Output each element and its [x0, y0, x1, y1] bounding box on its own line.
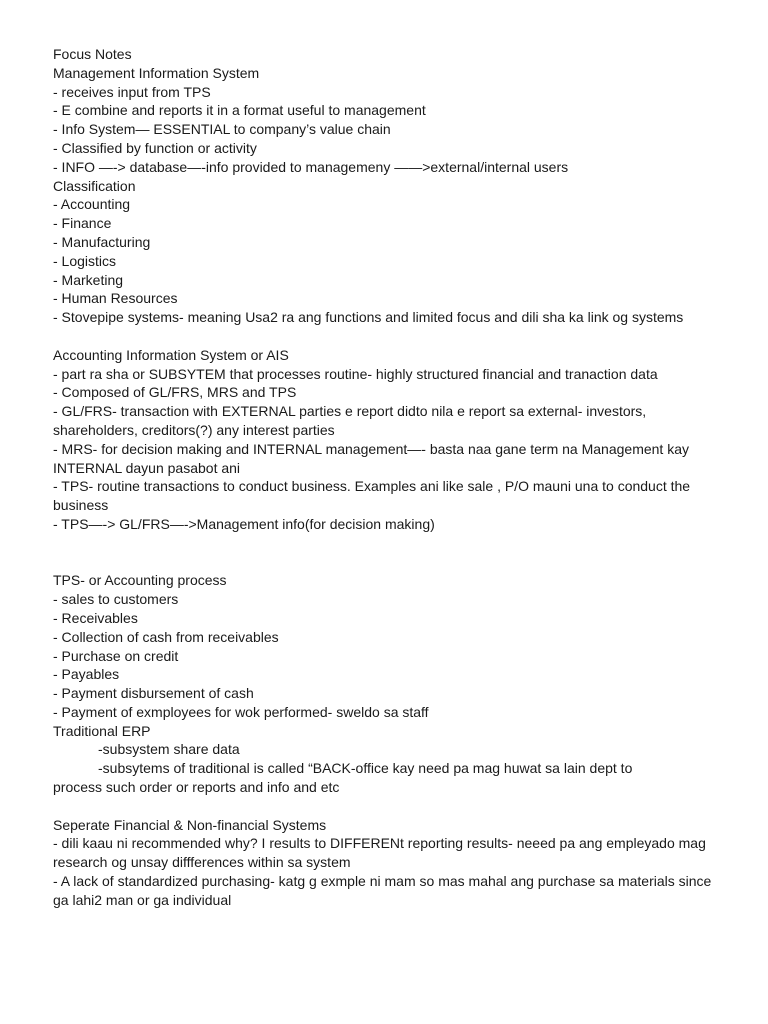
section-heading-mis: Management Information System	[53, 64, 260, 81]
classification-heading: Classification	[53, 177, 136, 194]
ais-item: - part ra sha or SUBSYTEM that processes routine- highly structured financial and tranaction data	[53, 365, 658, 382]
section-heading-separate: Seperate Financial & Non-financial Systems	[53, 816, 327, 833]
spacer	[53, 327, 723, 346]
ais-item: - TPS—-> GL/FRS—->Management info(for decision making)	[53, 515, 435, 532]
tps-item: - sales to customers	[53, 591, 179, 608]
classification-item: - Stovepipe systems- meaning Usa2 ra ang functions and limited focus and dili sha ka link og systems	[53, 309, 684, 326]
mis-item: - E combine and reports it in a format useful to management	[53, 102, 426, 119]
separate-item: - dili kaau ni recommended why? I results to DIFFERENt reporting results- neeed pa ang empleyado mag research og unsay diffferences within sa system	[53, 835, 710, 871]
spacer	[53, 797, 723, 816]
classification-item: - Finance	[53, 215, 112, 232]
ais-item: - TPS- routine transactions to conduct business. Examples ani like sale , P/O mauni una to conduct the business	[53, 478, 694, 514]
document-title: Focus Notes	[53, 46, 132, 62]
classification-item: - Manufacturing	[53, 233, 151, 250]
ais-item: - Composed of GL/FRS, MRS and TPS	[53, 384, 297, 401]
mis-item: - INFO —-> database—-info provided to managemeny ——>external/internal users	[53, 158, 569, 175]
classification-item: - Logistics	[53, 252, 117, 269]
mis-item: - Info System— ESSENTIAL to company’s value chain	[53, 121, 391, 138]
tps-item: - Receivables	[53, 609, 138, 626]
mis-item: - receives input from TPS	[53, 83, 211, 100]
classification-item: - Human Resources	[53, 290, 178, 307]
spacer	[53, 534, 723, 572]
classification-item: - Accounting	[53, 196, 131, 213]
separate-item: - A lack of standardized purchasing- katg g exmple ni mam so mas mahal ang purchase sa materials since ga lahi2 man or ga individual	[53, 873, 716, 908]
erp-item: -subsystem share data	[98, 741, 240, 758]
tps-item: - Payment of exmployees for wok performed- sweldo sa staff	[53, 703, 429, 720]
classification-item: - Marketing	[53, 271, 124, 288]
ais-item: - MRS- for decision making and INTERNAL management—- basta naa gane term na Management kay INTERNAL dayun pasabot ani	[53, 440, 693, 476]
tps-item: - Collection of cash from receivables	[53, 628, 279, 645]
tps-item: - Payment disbursement of cash	[53, 685, 254, 702]
erp-item-continuation: process such order or reports and info and etc	[53, 779, 340, 796]
document-page	[53, 45, 723, 910]
tps-item: - Purchase on credit	[53, 647, 179, 664]
mis-item: - Classified by function or activity	[53, 139, 257, 156]
ais-item: - GL/FRS- transaction with EXTERNAL parties e report didto nila e report sa external- investors, shareholders, creditors(?) any interest parties	[53, 403, 651, 438]
erp-heading: Traditional ERP	[53, 722, 151, 739]
erp-item: -subsytems of traditional is called “BACK-office kay need pa mag huwat sa lain dept to	[98, 760, 633, 777]
tps-item: - Payables	[53, 666, 120, 683]
section-heading-tps: TPS- or Accounting process	[53, 572, 227, 589]
section-heading-ais: Accounting Information System or AIS	[53, 346, 289, 363]
